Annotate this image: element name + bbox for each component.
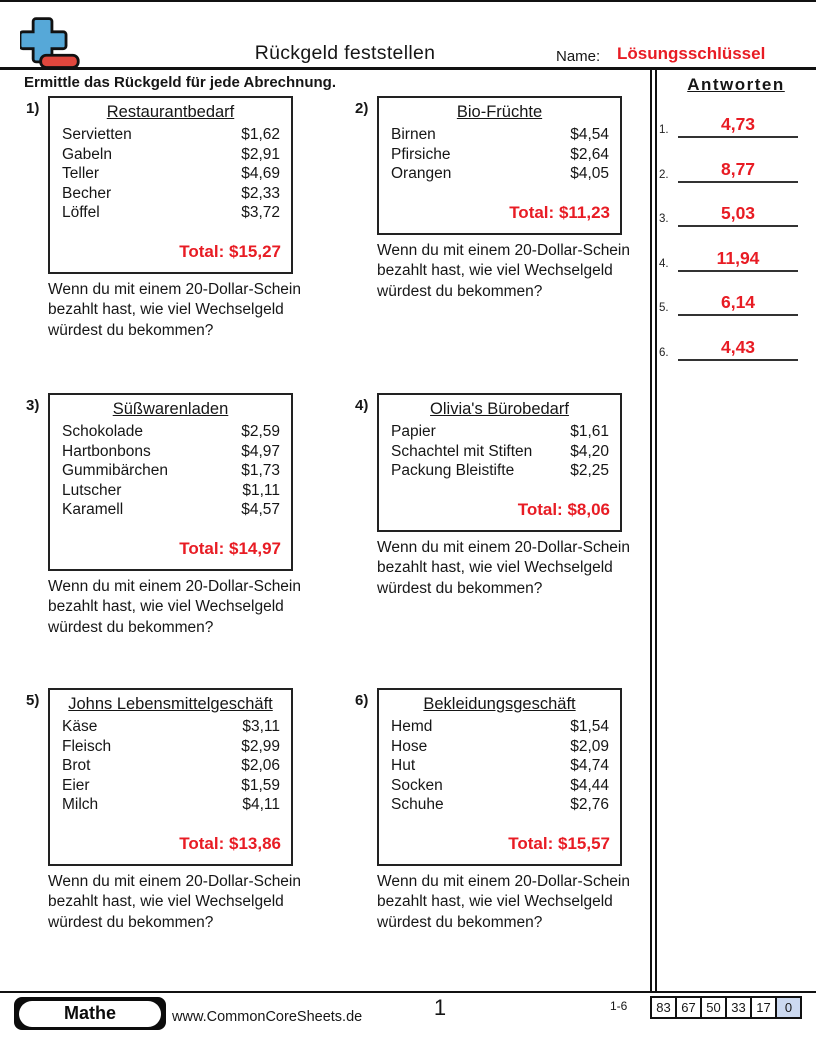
total-value: $15,57	[558, 833, 610, 853]
item-name: Karamell	[62, 501, 124, 518]
question-text	[48, 280, 328, 342]
item-row	[50, 145, 291, 165]
store-name: Olivia's Bürobedarf	[430, 400, 569, 418]
question-line: Wenn du mit einem 20-Dollar-Schein	[48, 280, 301, 298]
total-value: $8,06	[567, 499, 610, 519]
item-name: Brot	[62, 757, 91, 774]
score-cell: 17	[750, 996, 777, 1019]
item-price: $2,06	[241, 757, 280, 774]
question-line: Wenn du mit einem 20-Dollar-Schein	[377, 872, 630, 890]
question-line: würdest du bekommen?	[48, 913, 214, 931]
footer-rule	[0, 991, 816, 993]
answer-row-3	[655, 198, 813, 228]
score-cell-highlighted: 0	[775, 996, 802, 1019]
receipt-total	[379, 202, 620, 223]
answers-title: Antworten	[687, 75, 785, 94]
answer-row-4	[655, 243, 813, 273]
commoncoresheets-logo	[20, 14, 82, 74]
item-name: Käse	[62, 718, 98, 735]
item-row	[50, 717, 291, 737]
receipt-box	[48, 96, 293, 274]
item-price: $2,91	[241, 145, 280, 163]
answer-value: 8,77	[678, 154, 798, 183]
item-row	[379, 422, 620, 442]
score-cell: 67	[675, 996, 702, 1019]
question-line: bezahlt hast, wie viel Wechselgeld	[48, 598, 284, 615]
total-value: $15,27	[229, 241, 281, 261]
item-row	[50, 203, 291, 223]
store-name: Süßwarenladen	[112, 400, 229, 418]
answer-row-5	[655, 287, 813, 317]
problem-number: 6)	[355, 692, 369, 709]
problem-number: 1)	[26, 100, 40, 117]
question-text	[377, 538, 657, 600]
item-name: Socken	[391, 776, 443, 794]
answer-key-label: Lösungsschlüssel	[617, 44, 766, 63]
item-name: Lutscher	[62, 481, 122, 499]
answer-row-6	[655, 332, 813, 362]
receipt-total	[379, 833, 620, 854]
item-name: Eier	[62, 776, 90, 794]
question-line: bezahlt hast, wie viel Wechselgeld	[377, 262, 613, 279]
website-url: www.CommonCoreSheets.de	[172, 1009, 363, 1025]
total-value: $14,97	[229, 538, 281, 558]
item-row	[50, 442, 291, 462]
page-title: Rückgeld feststellen	[254, 42, 436, 64]
answer-number: 2.	[659, 169, 669, 181]
item-price: $1,54	[570, 718, 609, 735]
problem-number: 3)	[26, 397, 40, 414]
header-rule	[0, 67, 816, 70]
problem-3	[26, 393, 326, 638]
receipt-box	[377, 96, 622, 235]
receipt-total	[379, 499, 620, 520]
item-price: $1,59	[241, 776, 280, 794]
question-text	[48, 577, 328, 639]
question-text	[377, 872, 657, 934]
item-name: Milch	[62, 796, 99, 813]
item-price: $4,11	[242, 796, 280, 813]
answer-value: 4,73	[678, 109, 798, 138]
item-price: $4,57	[241, 501, 280, 518]
problem-5	[26, 688, 326, 933]
item-row	[379, 164, 620, 184]
item-price: $4,69	[241, 165, 280, 182]
item-row	[379, 442, 620, 462]
item-row	[379, 795, 620, 815]
item-price: $2,25	[570, 462, 609, 479]
question-line: Wenn du mit einem 20-Dollar-Schein	[48, 577, 301, 595]
subject-badge	[14, 997, 166, 1030]
item-name: Becher	[62, 184, 112, 202]
item-price: $4,44	[570, 776, 609, 794]
item-price: $2,76	[570, 796, 609, 813]
item-row	[50, 184, 291, 204]
score-strip	[650, 996, 802, 1019]
minus-icon	[41, 55, 79, 67]
item-name: Packung Bleistifte	[391, 462, 515, 479]
item-name: Hemd	[391, 718, 433, 735]
problem-1	[26, 96, 326, 341]
plus-minus-logo-graphic	[20, 14, 82, 74]
item-row	[379, 756, 620, 776]
item-name: Birnen	[391, 126, 436, 143]
question-line: würdest du bekommen?	[48, 618, 214, 636]
question-line: bezahlt hast, wie viel Wechselgeld	[377, 559, 613, 576]
problem-2	[355, 96, 655, 302]
problem-number: 4)	[355, 397, 369, 414]
item-price: $1,62	[241, 126, 280, 143]
item-row	[50, 125, 291, 145]
item-row	[379, 461, 620, 481]
answer-number: 5.	[659, 302, 669, 314]
item-price: $4,20	[570, 442, 609, 460]
total-label: Total:	[179, 833, 225, 853]
store-name: Bekleidungsgeschäft	[423, 695, 576, 713]
item-name: Hut	[391, 757, 416, 774]
answer-number: 6.	[659, 347, 669, 359]
item-row	[50, 422, 291, 442]
answer-value: 6,14	[678, 287, 798, 316]
question-line: bezahlt hast, wie viel Wechselgeld	[377, 893, 613, 910]
score-range-label: 1-6	[610, 999, 628, 1013]
item-row	[50, 737, 291, 757]
page-number: 1	[433, 995, 447, 1020]
receipt-total	[50, 833, 291, 854]
answer-row-1	[655, 109, 813, 139]
answer-value: 4,43	[678, 332, 798, 361]
item-price: $4,97	[241, 442, 280, 460]
total-label: Total:	[517, 499, 563, 519]
item-row	[50, 481, 291, 501]
subject-label: Mathe	[19, 1001, 161, 1027]
item-row	[379, 776, 620, 796]
question-line: würdest du bekommen?	[377, 913, 543, 931]
item-name: Hose	[391, 737, 428, 755]
item-name: Löffel	[62, 204, 100, 221]
total-label: Total:	[179, 241, 225, 261]
question-line: Wenn du mit einem 20-Dollar-Schein	[48, 872, 301, 890]
question-line: würdest du bekommen?	[377, 282, 543, 300]
receipt-box	[48, 688, 293, 866]
page-top-border	[0, 0, 816, 2]
answer-value: 11,94	[678, 243, 798, 272]
item-name: Orangen	[391, 165, 452, 182]
item-price: $2,64	[570, 145, 609, 163]
store-name: Johns Lebensmittelgeschäft	[68, 695, 273, 713]
item-price: $4,05	[570, 165, 609, 182]
item-row	[379, 125, 620, 145]
answer-number: 1.	[659, 124, 669, 136]
score-cell: 83	[650, 996, 677, 1019]
item-price: $1,73	[241, 462, 280, 479]
item-row	[379, 717, 620, 737]
question-line: Wenn du mit einem 20-Dollar-Schein	[377, 241, 630, 259]
total-value: $11,23	[558, 202, 610, 222]
item-row	[379, 145, 620, 165]
problem-4	[355, 393, 655, 599]
problem-6	[355, 688, 655, 933]
item-price: $1,61	[570, 423, 609, 440]
item-name: Servietten	[62, 126, 132, 143]
item-name: Papier	[391, 423, 436, 440]
item-name: Schachtel mit Stiften	[391, 442, 533, 460]
answer-number: 4.	[659, 258, 669, 270]
score-cell: 33	[725, 996, 752, 1019]
name-label: Name:	[556, 48, 601, 65]
question-text	[48, 872, 328, 934]
item-name: Teller	[62, 165, 100, 182]
item-price: $2,59	[241, 423, 280, 440]
score-cell: 50	[700, 996, 727, 1019]
problem-number: 2)	[355, 100, 369, 117]
receipt-total	[50, 241, 291, 262]
item-name: Fleisch	[62, 737, 112, 755]
store-name: Restaurantbedarf	[106, 103, 235, 121]
question-line: würdest du bekommen?	[377, 579, 543, 597]
item-name: Schokolade	[62, 423, 144, 440]
item-name: Hartbonbons	[62, 442, 151, 460]
item-row	[50, 500, 291, 520]
item-row	[50, 461, 291, 481]
answer-number: 3.	[659, 213, 669, 225]
total-label: Total:	[179, 538, 225, 558]
item-row	[50, 776, 291, 796]
receipt-box	[377, 688, 622, 866]
item-price: $2,33	[241, 184, 280, 202]
question-line: würdest du bekommen?	[48, 321, 214, 339]
item-price: $2,09	[570, 737, 609, 755]
item-price: $3,11	[242, 718, 280, 735]
item-price: $3,72	[241, 204, 280, 221]
receipt-box	[48, 393, 293, 571]
item-price: $2,99	[241, 737, 280, 755]
item-price: $4,54	[570, 126, 609, 143]
item-row	[50, 756, 291, 776]
item-row	[50, 164, 291, 184]
problem-number: 5)	[26, 692, 40, 709]
question-line: bezahlt hast, wie viel Wechselgeld	[48, 893, 284, 910]
total-value: $13,86	[229, 833, 281, 853]
total-label: Total:	[509, 202, 555, 222]
item-name: Pfirsiche	[391, 145, 451, 163]
question-line: bezahlt hast, wie viel Wechselgeld	[48, 301, 284, 318]
item-price: $4,74	[570, 757, 609, 774]
item-name: Gummibärchen	[62, 462, 168, 479]
answer-row-2	[655, 154, 813, 184]
question-line: Wenn du mit einem 20-Dollar-Schein	[377, 538, 630, 556]
item-name: Schuhe	[391, 796, 444, 813]
instruction-text: Ermittle das Rückgeld für jede Abrechnung.	[24, 74, 336, 91]
item-price: $1,11	[242, 481, 280, 499]
total-label: Total:	[508, 833, 554, 853]
answer-value: 5,03	[678, 198, 798, 227]
question-text	[377, 241, 657, 303]
receipt-box	[377, 393, 622, 532]
store-name: Bio-Früchte	[456, 103, 543, 121]
item-row	[379, 737, 620, 757]
item-name: Gabeln	[62, 145, 112, 163]
receipt-total	[50, 538, 291, 559]
item-row	[50, 795, 291, 815]
